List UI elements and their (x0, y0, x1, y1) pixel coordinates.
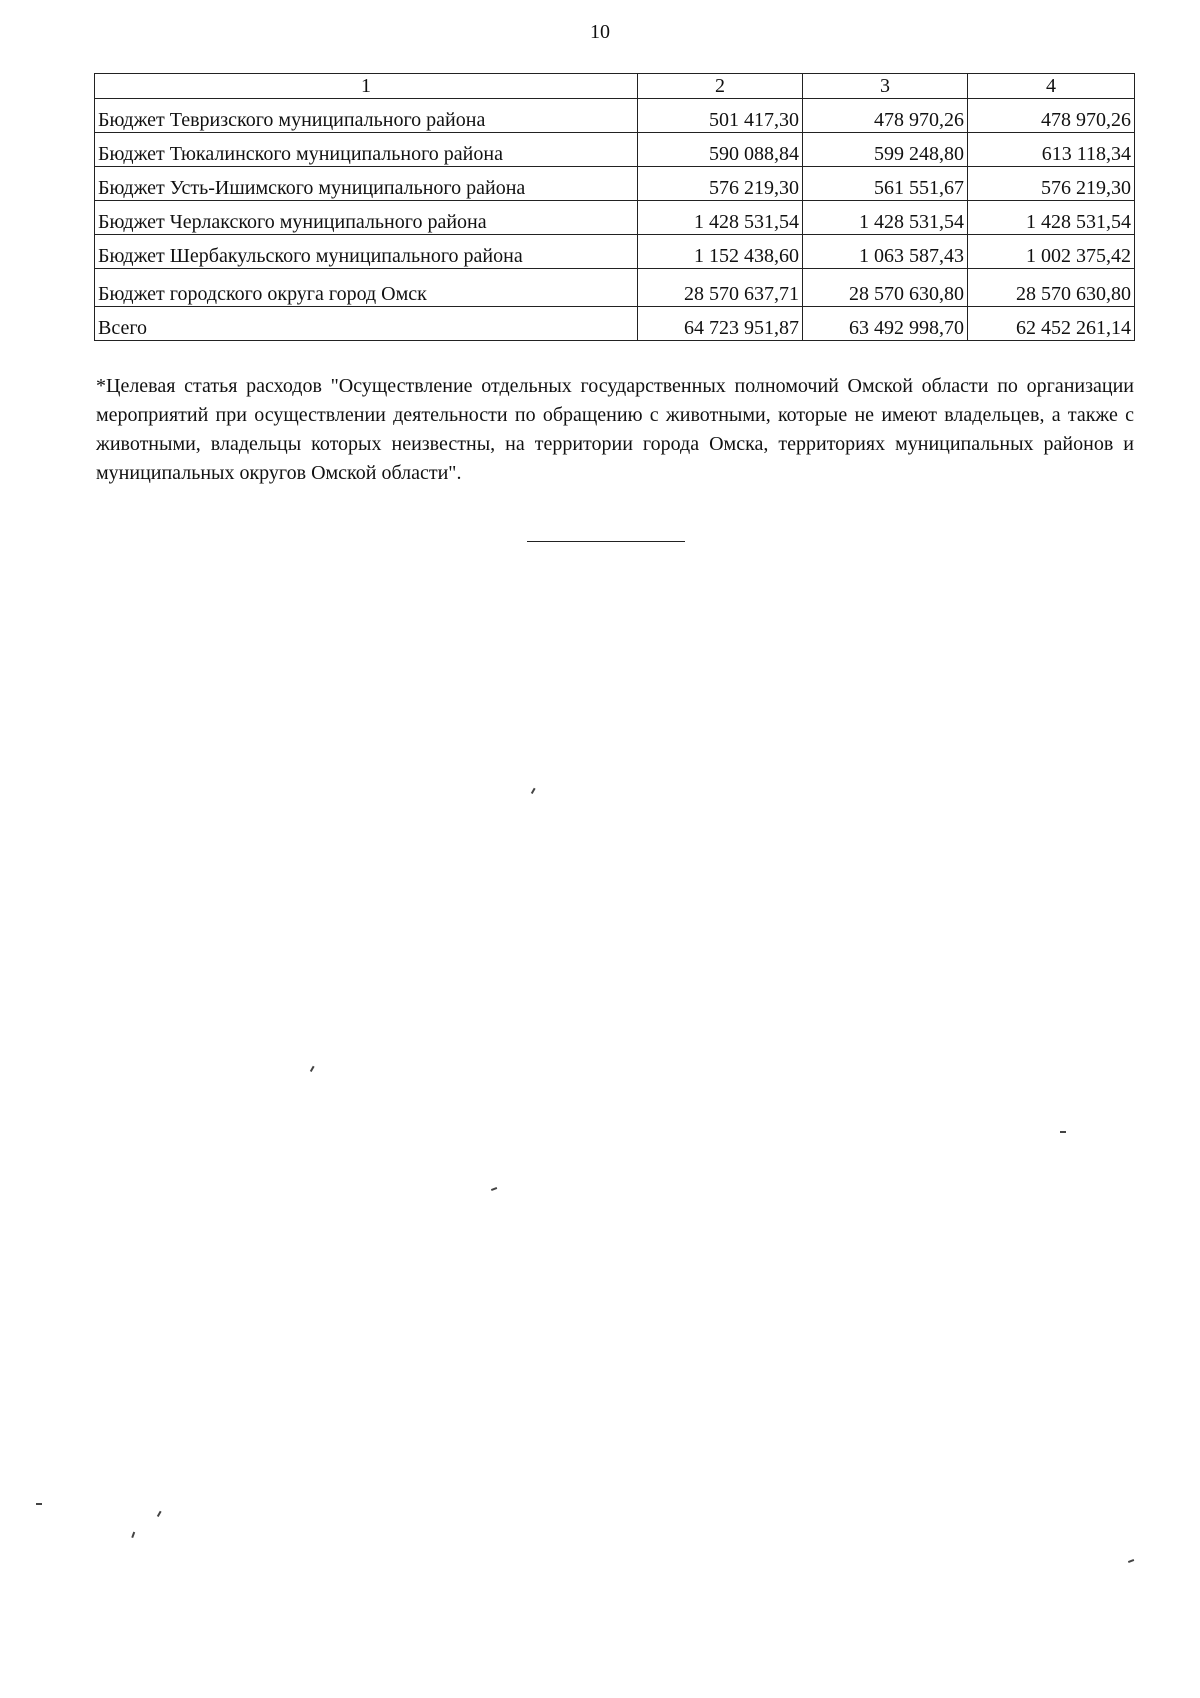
footnote (96, 372, 1134, 488)
row-value-col3: 478 970,26 (803, 99, 968, 133)
table-total-row (95, 307, 1135, 341)
table-row (95, 235, 1135, 269)
scan-speck (36, 1503, 42, 1505)
row-name: Бюджет Тевризского муниципального района (95, 99, 638, 133)
scan-speck (157, 1511, 161, 1517)
row-value-col2: 501 417,30 (638, 99, 803, 133)
row-value-col4: 576 219,30 (968, 167, 1135, 201)
row-value-col4: 613 118,34 (968, 133, 1135, 167)
row-value-col2: 576 219,30 (638, 167, 803, 201)
row-value-col3: 1 063 587,43 (803, 235, 968, 269)
column-header-4: 4 (968, 74, 1135, 99)
table-row (95, 99, 1135, 133)
table-row (95, 269, 1135, 307)
end-divider (527, 541, 685, 542)
total-value-col2: 64 723 951,87 (638, 307, 803, 341)
column-header-1: 1 (95, 74, 638, 99)
row-name: Бюджет Тюкалинского муниципального района (95, 133, 638, 167)
total-label: Всего (95, 307, 638, 341)
scan-speck (131, 1532, 134, 1538)
row-value-col4: 478 970,26 (968, 99, 1135, 133)
column-header-3: 3 (803, 74, 968, 99)
row-value-col3: 561 551,67 (803, 167, 968, 201)
table-row (95, 167, 1135, 201)
scan-speck (491, 1187, 497, 1190)
row-value-col2: 28 570 637,71 (638, 269, 803, 307)
budget-table (94, 73, 1135, 341)
row-value-col2: 590 088,84 (638, 133, 803, 167)
scan-speck (531, 788, 535, 794)
row-value-col3: 1 428 531,54 (803, 201, 968, 235)
column-header-2: 2 (638, 74, 803, 99)
row-name: Бюджет Черлакского муниципального района (95, 201, 638, 235)
scan-speck (1128, 1559, 1134, 1562)
table-row (95, 133, 1135, 167)
row-value-col2: 1 152 438,60 (638, 235, 803, 269)
row-value-col3: 28 570 630,80 (803, 269, 968, 307)
row-value-col2: 1 428 531,54 (638, 201, 803, 235)
total-value-col4: 62 452 261,14 (968, 307, 1135, 341)
table-header-row (95, 74, 1135, 99)
scan-speck (310, 1066, 314, 1072)
row-name: Бюджет Шербакульского муниципального района (95, 235, 638, 269)
table-row (95, 201, 1135, 235)
row-name: Бюджет городского округа город Омск (95, 269, 638, 307)
row-value-col4: 1 002 375,42 (968, 235, 1135, 269)
row-value-col4: 28 570 630,80 (968, 269, 1135, 307)
page-number: 10 (590, 21, 610, 43)
row-value-col3: 599 248,80 (803, 133, 968, 167)
row-value-col4: 1 428 531,54 (968, 201, 1135, 235)
row-name: Бюджет Усть-Ишимского муниципального района (95, 167, 638, 201)
total-value-col3: 63 492 998,70 (803, 307, 968, 341)
scan-speck (1060, 1131, 1066, 1133)
footnote-text: *Целевая статья расходов "Осуществление отдельных государственных полномочий Омской области по организации мероприятий при осуществлении деятельности по обращению с животными, которые не имеют владельцев, а также с животными, владельцы которых неизвестны, на территории города Омска, территориях муниципальных районов и муниципальных округов Омской области". (96, 375, 1134, 484)
